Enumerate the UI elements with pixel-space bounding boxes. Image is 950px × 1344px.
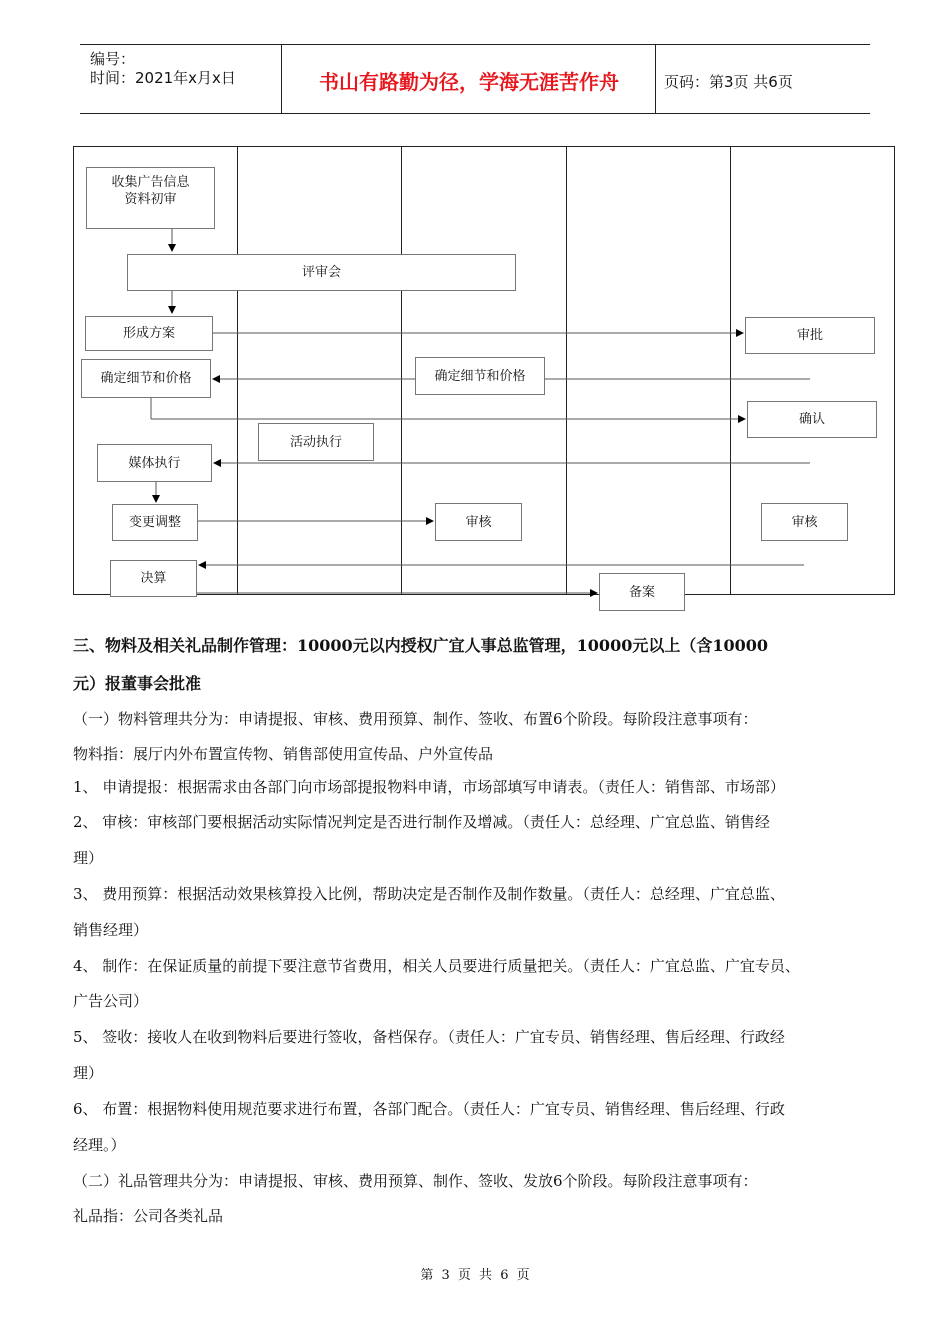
box-file-record: 备案: [599, 573, 685, 611]
box-review-meeting: 评审会: [127, 254, 516, 291]
gift-intro: （二）礼品管理共分为：申请提报、审核、费用预算、制作、签收、发放6个阶段。每阶段注意事项有：: [73, 1172, 758, 1190]
box-confirm: 确认: [747, 401, 877, 438]
box-change-adjust: 变更调整: [112, 504, 198, 541]
lane-divider-1: [237, 146, 238, 595]
box-review-mid: 审核: [435, 503, 522, 541]
material-definition: 物料指：展厅内外布置宣传物、销售部使用宣传品、户外宣传品: [73, 745, 494, 763]
section3-heading-line2: 元）报董事会批准: [73, 674, 202, 693]
header-bottom-rule: [80, 113, 870, 114]
header-divider-1: [281, 44, 282, 114]
material-item-2b: 理）: [73, 849, 104, 867]
box-media-exec: 媒体执行: [97, 444, 212, 482]
header-page: 页码：第3页 共6页: [664, 73, 793, 91]
lane-divider-2: [401, 146, 402, 595]
box-activity-exec: 活动执行: [258, 423, 374, 461]
material-item-5b: 理）: [73, 1064, 104, 1082]
material-item-2a: 2、 审核：审核部门要根据活动实际情况判定是否进行制作及增减。（责任人：总经理、广宜总监、销售经: [73, 813, 770, 831]
box-confirm-details-left: 确定细节和价格: [81, 359, 211, 398]
material-item-3a: 3、 费用预算：根据活动效果核算投入比例，帮助决定是否制作及制作数量。（责任人：总经理、广宜总监、: [73, 885, 785, 903]
box-collect-info: 收集广告信息 资料初审: [86, 167, 215, 229]
header-top-rule: [80, 44, 870, 45]
material-item-6b: 经理。）: [73, 1136, 126, 1154]
lane-divider-3: [566, 146, 567, 595]
page-footer: 第 3 页 共 6 页: [420, 1268, 530, 1283]
box-confirm-details-mid: 确定细节和价格: [415, 357, 545, 395]
material-item-6a: 6、 布置：根据物料使用规范要求进行布置，各部门配合。（责任人：广宜专员、销售经理、售后经理、行政: [73, 1100, 785, 1118]
header-divider-2: [655, 44, 656, 114]
box-approve: 审批: [745, 317, 875, 354]
section3-heading-line1: 三、物料及相关礼品制作管理：10000元以内授权广宜人事总监管理，10000元以上（含10000: [73, 636, 768, 655]
material-item-1: 1、 申请提报：根据需求由各部门向市场部提报物料申请，市场部填写申请表。（责任人：销售部、市场部）: [73, 778, 785, 796]
lane-divider-4: [730, 146, 731, 595]
header-date: 时间：2021年x月x日: [90, 69, 236, 87]
header-number: 编号：: [90, 50, 136, 68]
gift-definition: 礼品指：公司各类礼品: [73, 1207, 224, 1225]
box-settlement: 决算: [110, 560, 197, 597]
box-form-plan: 形成方案: [85, 316, 213, 351]
material-item-3b: 销售经理）: [73, 921, 149, 939]
material-intro: （一）物料管理共分为：申请提报、审核、费用预算、制作、签收、布置6个阶段。每阶段注意事项有：: [73, 710, 758, 728]
material-item-4b: 广告公司）: [73, 992, 149, 1010]
material-item-4a: 4、 制作：在保证质量的前提下要注意节省费用，相关人员要进行质量把关。（责任人：广宜总监、广宜专员、: [73, 957, 800, 975]
material-item-5a: 5、 签收：接收人在收到物料后要进行签收，备档保存。（责任人：广宜专员、销售经理、售后经理、行政经: [73, 1028, 785, 1046]
header-motto: 书山有路勤为径，学海无涯苦作舟: [319, 70, 619, 94]
box-review-right: 审核: [761, 503, 848, 541]
